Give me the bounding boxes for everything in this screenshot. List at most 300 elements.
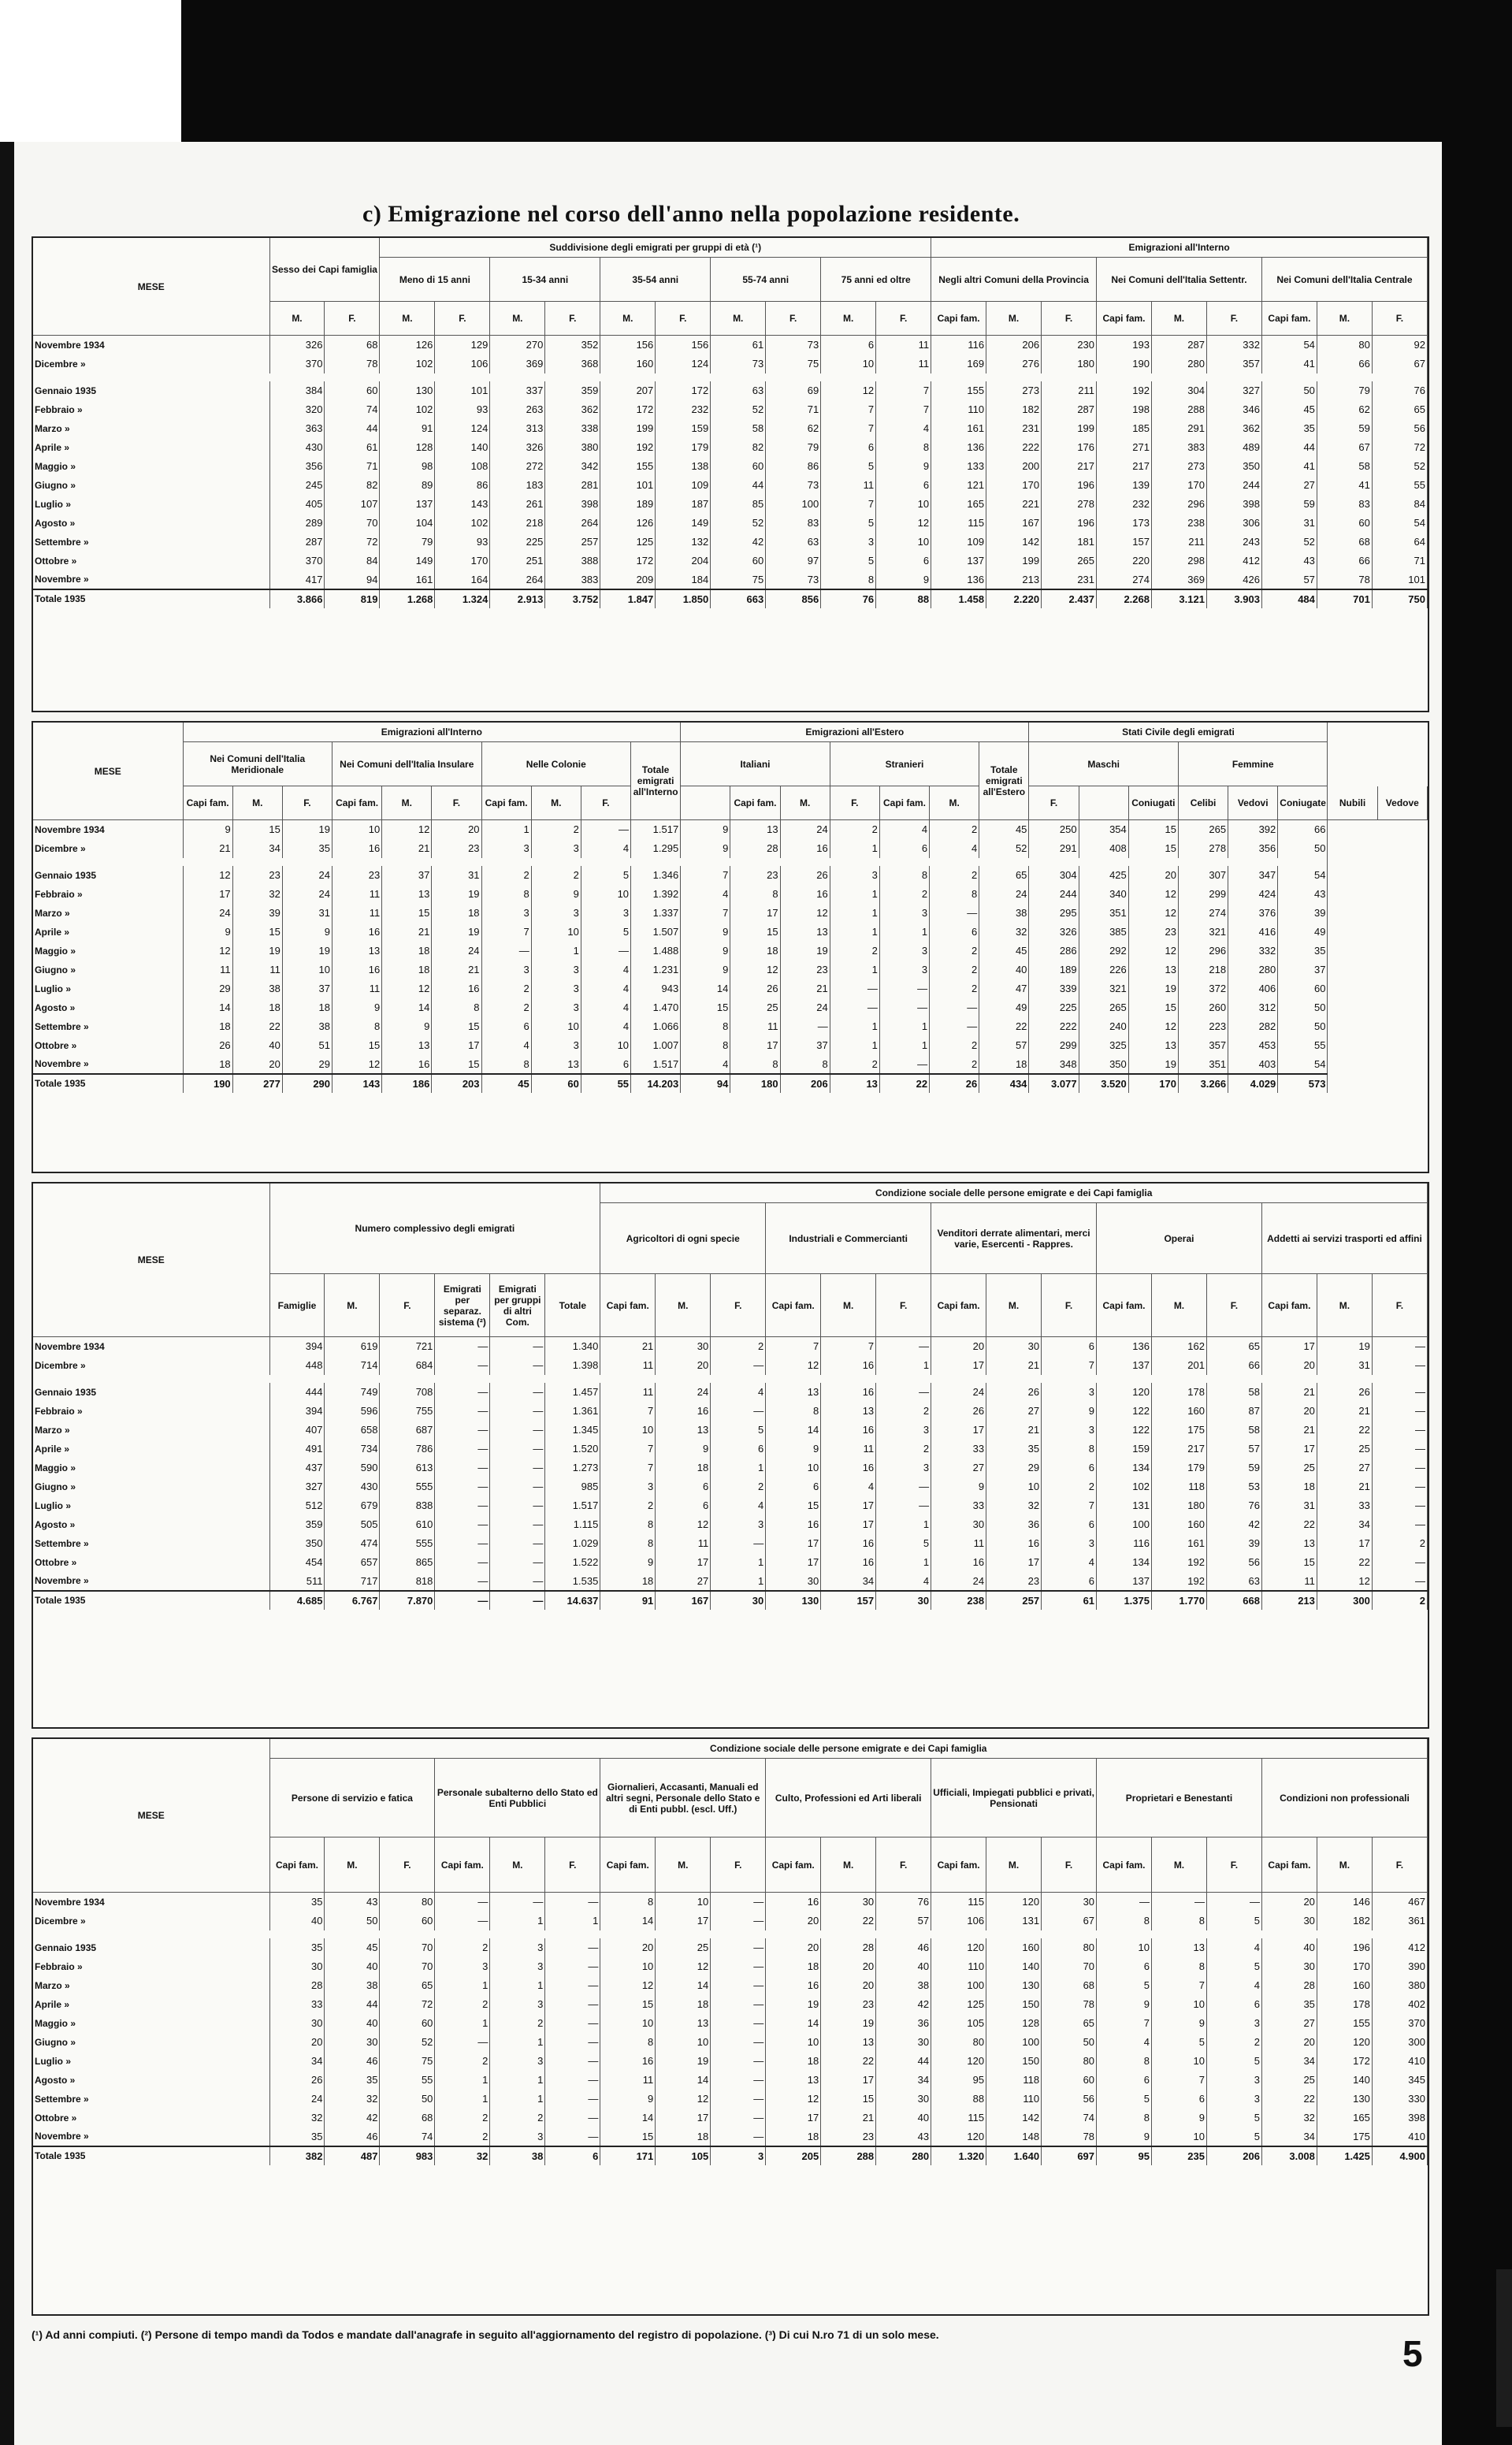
table-cell: 54 <box>1372 514 1427 533</box>
table-cell: 5 <box>1097 2090 1152 2109</box>
table-cell: 489 <box>1206 438 1261 457</box>
table-cell: 31 <box>432 866 481 885</box>
table-cell: 18 <box>766 2052 821 2071</box>
table-cell: 23 <box>730 866 780 885</box>
table-cell: 25 <box>1317 1440 1372 1458</box>
table-row <box>33 476 1428 495</box>
table-cell: 31 <box>1317 1356 1372 1375</box>
table4-col-15: Capi fam. <box>1097 1837 1152 1893</box>
table-cell: 19 <box>232 942 282 961</box>
table-cell: 76 <box>1206 1496 1261 1515</box>
table-cell: 51 <box>282 1036 332 1055</box>
table-cell: 21 <box>821 2109 876 2127</box>
table1-col-7: F. <box>656 302 711 336</box>
table-cell: 20 <box>1128 866 1178 885</box>
table-cell: 240 <box>1079 1017 1128 1036</box>
table-cell: — <box>490 1477 545 1496</box>
table-cell: — <box>1372 1572 1427 1591</box>
table-cell: 7 <box>821 419 876 438</box>
table-cell: 5 <box>1206 1957 1261 1976</box>
table-cell: 60 <box>1317 514 1372 533</box>
table-cell: 2 <box>930 820 979 839</box>
table-cell: — <box>876 1383 931 1402</box>
table2-column-header <box>33 786 1428 820</box>
row-label: Dicembre » <box>33 1356 269 1375</box>
table4-col-16: M. <box>1152 1837 1207 1893</box>
table-cell: 6 <box>766 1477 821 1496</box>
table-cell: 2.913 <box>490 589 545 608</box>
table-cell: 37 <box>1278 961 1328 979</box>
table-cell: 78 <box>1042 1995 1097 2014</box>
table-cell: 1.231 <box>631 961 681 979</box>
table-cell: 225 <box>490 533 545 552</box>
row-label: Settembre » <box>33 1017 183 1036</box>
table-cell: 697 <box>1042 2146 1097 2165</box>
table-cell: 20 <box>766 1912 821 1930</box>
table-cell: 865 <box>380 1553 435 1572</box>
table-cell: 52 <box>380 2033 435 2052</box>
table-cell: 3 <box>876 1458 931 1477</box>
table-cell: 190 <box>1097 355 1152 373</box>
table-cell: 312 <box>1228 998 1278 1017</box>
table-cell: — <box>879 998 929 1017</box>
table-cell: 8 <box>1152 1912 1207 1930</box>
table-cell: 100 <box>766 495 821 514</box>
table-cell: 8 <box>766 1402 821 1421</box>
row-label: Aprile » <box>33 1440 269 1458</box>
row-label: Novembre 1934 <box>33 1337 269 1356</box>
table-cell: 189 <box>600 495 656 514</box>
table-cell: 1.847 <box>600 589 656 608</box>
table2-col-21: Nubili <box>1328 786 1377 820</box>
table-cell: — <box>435 1534 490 1553</box>
table-cell: 20 <box>1261 1402 1317 1421</box>
table-cell: 12 <box>382 979 432 998</box>
table3-col-14: F. <box>1042 1274 1097 1337</box>
table-cell: 402 <box>1372 1995 1427 2014</box>
table-cell: 265 <box>1079 998 1128 1017</box>
table-cell: 11 <box>232 961 282 979</box>
table-cell: 426 <box>1206 570 1261 589</box>
table-social-condition-2 <box>32 1737 1429 2316</box>
table-cell: 8 <box>481 885 531 904</box>
table-cell: 226 <box>1079 961 1128 979</box>
table-cell: 26 <box>931 1402 986 1421</box>
table-cell: 1 <box>830 904 879 923</box>
table-cell: 405 <box>269 495 325 514</box>
table-cell: 276 <box>986 355 1042 373</box>
table-cell: 170 <box>986 476 1042 495</box>
table-cell: 185 <box>1097 419 1152 438</box>
table-cell: 21 <box>183 839 232 858</box>
table-cell: 7 <box>821 400 876 419</box>
table-cell: 67 <box>1317 438 1372 457</box>
table-row <box>33 355 1428 373</box>
table-cell: 321 <box>1079 979 1128 998</box>
table-cell: 33 <box>931 1496 986 1515</box>
table-cell: 138 <box>656 457 711 476</box>
table2-col-6: Capi fam. <box>481 786 531 820</box>
table-cell: 17 <box>1261 1337 1317 1356</box>
table-row <box>33 885 1428 904</box>
table-cell: 19 <box>766 1995 821 2014</box>
table-cell: 23 <box>986 1572 1042 1591</box>
table-cell: 172 <box>600 552 656 570</box>
table-cell: 287 <box>1152 336 1207 355</box>
table-cell: 159 <box>1097 1440 1152 1458</box>
table-cell: — <box>876 1496 931 1515</box>
table-cell: 30 <box>656 1337 711 1356</box>
table-cell: 9 <box>600 1553 656 1572</box>
table-cell: — <box>1372 1458 1427 1477</box>
table-cell: 274 <box>1178 904 1228 923</box>
table-cell: 21 <box>986 1421 1042 1440</box>
table-cell: 362 <box>1206 419 1261 438</box>
table-cell: 116 <box>931 336 986 355</box>
table-cell: 4 <box>1206 1938 1261 1957</box>
table-cell: 50 <box>1042 2033 1097 2052</box>
table-cell: 57 <box>979 1036 1029 1055</box>
table-row <box>33 2033 1428 2052</box>
table-cell: 16 <box>821 1534 876 1553</box>
table-cell: 300 <box>1372 2033 1427 2052</box>
table-cell: 172 <box>1317 2052 1372 2071</box>
table4-col-18: Capi fam. <box>1261 1837 1317 1893</box>
table-cell: 79 <box>766 438 821 457</box>
table-cell: 91 <box>380 419 435 438</box>
table-cell: 3 <box>1042 1421 1097 1440</box>
table-cell: 356 <box>1228 839 1278 858</box>
table-cell: 6 <box>1042 1572 1097 1591</box>
table-cell: 213 <box>986 570 1042 589</box>
table-cell: 4 <box>581 839 630 858</box>
table-cell: 56 <box>1206 1553 1261 1572</box>
table-cell: 1.522 <box>545 1553 600 1572</box>
row-label: Maggio » <box>33 457 269 476</box>
table-cell: 34 <box>1261 2052 1317 2071</box>
table-cell: 15 <box>730 923 780 942</box>
row-label: Totale 1935 <box>33 1074 183 1093</box>
table-cell: 101 <box>435 381 490 400</box>
table-cell: 56 <box>1042 2090 1097 2109</box>
row-label: Settembre » <box>33 533 269 552</box>
table-cell: 300 <box>1317 1591 1372 1610</box>
table-cell: 199 <box>600 419 656 438</box>
table-cell: — <box>435 1356 490 1375</box>
table4-group-social: Condizione sociale delle persone emigrate e dei Capi famiglia <box>269 1739 1428 1759</box>
table-cell: 7 <box>1042 1496 1097 1515</box>
row-spacer <box>33 373 1428 381</box>
table-cell: 2 <box>490 2109 545 2127</box>
table-row <box>33 1440 1428 1458</box>
table-row <box>33 1957 1428 1976</box>
table-cell: 136 <box>931 570 986 589</box>
table-cell: 3 <box>490 1938 545 1957</box>
scan-left-border <box>0 142 14 2445</box>
table-cell: 12 <box>1128 1017 1178 1036</box>
table-cell: 27 <box>986 1402 1042 1421</box>
table-row <box>33 2146 1428 2165</box>
table-cell: 28 <box>269 1976 325 1995</box>
table-cell: 3 <box>821 533 876 552</box>
table-cell: 985 <box>545 1477 600 1496</box>
table-cell: — <box>545 1995 600 2014</box>
table-cell: 230 <box>1042 336 1097 355</box>
table-cell: 164 <box>435 570 490 589</box>
table-cell: 332 <box>1228 942 1278 961</box>
table-cell: 36 <box>986 1515 1042 1534</box>
table-cell: 619 <box>325 1337 380 1356</box>
table-cell: 4.685 <box>269 1591 325 1610</box>
table2-month-header: MESE <box>33 723 183 820</box>
table-cell: 19 <box>1317 1337 1372 1356</box>
table3-col-17: F. <box>1206 1274 1261 1337</box>
table-cell: 192 <box>1097 381 1152 400</box>
table-cell: 327 <box>1206 381 1261 400</box>
table-cell: 172 <box>600 400 656 419</box>
table2-col-3: Capi fam. <box>332 786 382 820</box>
table-cell: 363 <box>269 419 325 438</box>
table-cell: 17 <box>931 1356 986 1375</box>
table2-col-5: F. <box>432 786 481 820</box>
table-cell: 9 <box>681 839 730 858</box>
table-cell: — <box>830 979 879 998</box>
table4-grid <box>33 1739 1428 2165</box>
table-cell: 4 <box>481 1036 531 1055</box>
table2-col-7: M. <box>531 786 581 820</box>
table-cell: 7 <box>1152 2071 1207 2090</box>
table-cell: 80 <box>1042 2052 1097 2071</box>
table-cell: 17 <box>656 1553 711 1572</box>
table-cell: 22 <box>1317 1421 1372 1440</box>
table-cell: 12 <box>183 866 232 885</box>
table-cell: 11 <box>600 1356 656 1375</box>
table-cell: — <box>830 998 879 1017</box>
table-cell: — <box>711 1938 766 1957</box>
table-cell: 1.337 <box>631 904 681 923</box>
table-cell: 61 <box>1042 1591 1097 1610</box>
table-cell: 155 <box>1317 2014 1372 2033</box>
row-label: Marzo » <box>33 1421 269 1440</box>
row-spacer <box>33 1930 1428 1938</box>
table-cell: 181 <box>1042 533 1097 552</box>
table4-sub-5: Proprietari e Benestanti <box>1097 1759 1262 1837</box>
table-cell: 28 <box>1261 1976 1317 1995</box>
table-cell: 200 <box>986 457 1042 476</box>
table-cell: 167 <box>986 514 1042 533</box>
table-cell: 17 <box>432 1036 481 1055</box>
spacer-cell <box>33 858 1328 866</box>
table-cell: 10 <box>1097 1938 1152 1957</box>
table-cell: 2 <box>930 1036 979 1055</box>
table1-col-1: F. <box>325 302 380 336</box>
table-cell: 6 <box>876 552 931 570</box>
table-cell: 7 <box>821 495 876 514</box>
table4-col-13: M. <box>986 1837 1042 1893</box>
row-label: Novembre 1934 <box>33 820 183 839</box>
table-cell: — <box>490 1402 545 1421</box>
table-cell: 149 <box>380 552 435 570</box>
table-cell: 110 <box>986 2090 1042 2109</box>
table-cell: 1.361 <box>545 1402 600 1421</box>
table-cell: — <box>711 2052 766 2071</box>
table-cell: 286 <box>1029 942 1079 961</box>
row-label: Ottobre » <box>33 1553 269 1572</box>
table-cell: 115 <box>931 1893 986 1912</box>
table-row <box>33 2127 1428 2146</box>
table-cell: 274 <box>1097 570 1152 589</box>
table-cell: 398 <box>545 495 600 514</box>
table-cell: 3 <box>481 839 531 858</box>
table-cell: 856 <box>766 589 821 608</box>
table-cell: 16 <box>821 1553 876 1572</box>
table-cell: 264 <box>490 570 545 589</box>
table-cell: — <box>490 1553 545 1572</box>
table-cell: 206 <box>986 336 1042 355</box>
table-cell: 2 <box>531 866 581 885</box>
table1-col-5: F. <box>545 302 600 336</box>
table-cell: 484 <box>1261 589 1317 608</box>
table-cell: 8 <box>681 1017 730 1036</box>
table-cell: 9 <box>183 820 232 839</box>
table-cell: 68 <box>1317 533 1372 552</box>
table-cell: 326 <box>269 336 325 355</box>
table3-sub-1: Industriali e Commercianti <box>766 1203 931 1274</box>
table-cell: 3 <box>490 1957 545 1976</box>
table-cell: 10 <box>581 1036 630 1055</box>
table-cell: — <box>711 2109 766 2127</box>
table-cell: 412 <box>1206 552 1261 570</box>
table-cell: 68 <box>325 336 380 355</box>
table-cell: 178 <box>1152 1383 1207 1402</box>
table-cell: 272 <box>490 457 545 476</box>
table-row <box>33 839 1428 858</box>
table-cell: 3.077 <box>1029 1074 1079 1093</box>
table-cell: 58 <box>1206 1383 1261 1402</box>
table-cell: — <box>490 1440 545 1458</box>
table-cell: 175 <box>1152 1421 1207 1440</box>
row-label: Totale 1935 <box>33 2146 269 2165</box>
table-cell: 205 <box>766 2146 821 2165</box>
table1-col-18: Capi fam. <box>1261 302 1317 336</box>
table-cell: 18 <box>183 1055 232 1074</box>
table-cell: — <box>581 820 630 839</box>
table-cell: 16 <box>766 1515 821 1534</box>
table-row <box>33 1421 1428 1440</box>
table-cell: 5 <box>876 1534 931 1553</box>
table-cell: 182 <box>986 400 1042 419</box>
table-cell: 68 <box>380 2109 435 2127</box>
table4-sub-3: Culto, Professioni ed Arti liberali <box>766 1759 931 1837</box>
table-cell: 6 <box>1097 1957 1152 1976</box>
table-cell: — <box>876 1477 931 1496</box>
table-cell: 1 <box>711 1572 766 1591</box>
table-cell: 14.637 <box>545 1591 600 1610</box>
table4-col-6: Capi fam. <box>600 1837 656 1893</box>
table2-body <box>33 820 1428 1093</box>
table-cell: 30 <box>931 1515 986 1534</box>
table-cell: 11 <box>600 1383 656 1402</box>
table-cell: 70 <box>380 1957 435 1976</box>
table3-grid <box>33 1183 1428 1610</box>
table3-group-header <box>33 1183 1428 1203</box>
table-cell: 17 <box>656 1912 711 1930</box>
table-cell: 72 <box>380 1995 435 2014</box>
table-cell: 196 <box>1042 476 1097 495</box>
table-cell: 714 <box>325 1356 380 1375</box>
table-cell: 235 <box>1152 2146 1207 2165</box>
table-cell: 2 <box>930 1055 979 1074</box>
table-cell: 21 <box>432 961 481 979</box>
table-cell: 8 <box>821 570 876 589</box>
table-cell: 60 <box>380 2014 435 2033</box>
table-cell: 49 <box>1278 923 1328 942</box>
table-row <box>33 1477 1428 1496</box>
table-cell: 1.340 <box>545 1337 600 1356</box>
table-cell: — <box>435 1440 490 1458</box>
table-cell: 16 <box>382 1055 432 1074</box>
table-cell: 132 <box>656 533 711 552</box>
table-cell: 238 <box>1152 514 1207 533</box>
table-cell: 280 <box>876 2146 931 2165</box>
table2-sub-0: Nei Comuni dell'Italia Meridionale <box>183 742 332 786</box>
table-cell: 50 <box>1278 839 1328 858</box>
table-cell: — <box>711 1893 766 1912</box>
table-cell: 140 <box>1317 2071 1372 2090</box>
row-label: Novembre » <box>33 570 269 589</box>
table-cell: 326 <box>490 438 545 457</box>
table-cell: 160 <box>600 355 656 373</box>
table-cell: 2 <box>876 1402 931 1421</box>
table-cell: 3 <box>1042 1534 1097 1553</box>
table-cell: 10 <box>282 961 332 979</box>
table-cell: 350 <box>1206 457 1261 476</box>
table-cell: 80 <box>1317 336 1372 355</box>
table-cell: 101 <box>1372 570 1427 589</box>
table-cell: 72 <box>325 533 380 552</box>
table-cell: 204 <box>656 552 711 570</box>
table-cell: 30 <box>269 2014 325 2033</box>
table-cell: 10 <box>656 1893 711 1912</box>
table-cell: 62 <box>766 419 821 438</box>
table-cell: 65 <box>979 866 1029 885</box>
table-cell: 35 <box>325 2071 380 2090</box>
table-cell: 325 <box>1079 1036 1128 1055</box>
table-cell: 8 <box>1042 1440 1097 1458</box>
table-cell: 140 <box>435 438 490 457</box>
row-label: Gennaio 1935 <box>33 381 269 400</box>
table1-col-4: M. <box>490 302 545 336</box>
table-cell: 180 <box>1042 355 1097 373</box>
table-cell: 58 <box>711 419 766 438</box>
table-cell: 46 <box>876 1938 931 1957</box>
table-cell: 27 <box>1261 476 1317 495</box>
table-cell: 62 <box>1317 400 1372 419</box>
table-cell: 13 <box>656 2014 711 2033</box>
table-cell: 394 <box>269 1402 325 1421</box>
table2-col-18: Celibi <box>1178 786 1228 820</box>
table4-col-1: M. <box>325 1837 380 1893</box>
table-cell: 281 <box>545 476 600 495</box>
table-cell: 22 <box>879 1074 929 1093</box>
table4-col-12: Capi fam. <box>931 1837 986 1893</box>
table-cell: — <box>490 1534 545 1553</box>
table1-body <box>33 336 1428 608</box>
table-cell: 7 <box>821 1337 876 1356</box>
table-cell: 342 <box>545 457 600 476</box>
table-cell: 4 <box>1097 2033 1152 2052</box>
table-cell: 93 <box>435 400 490 419</box>
